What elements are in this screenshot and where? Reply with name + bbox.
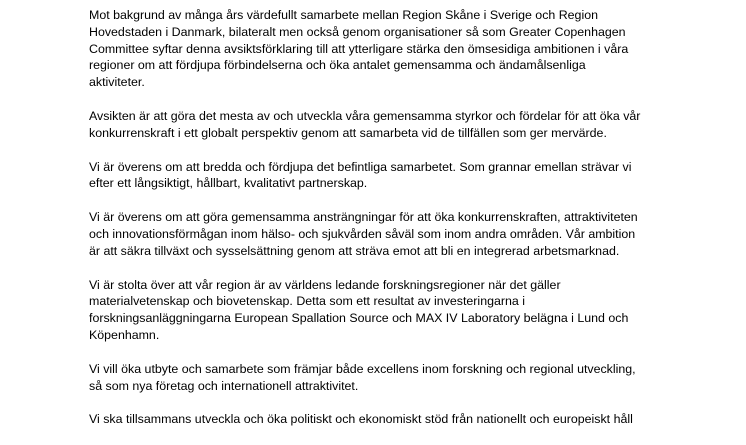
text-line: så som nya företag och internationell attraktivitet.	[89, 378, 359, 393]
text-line: Committee syftar denna avsiktsförklaring till att ytterligare stärka den ömsesidiga ambitionen i våra	[89, 41, 629, 56]
text-line: regioner om att fördjupa förbindelserna och öka antalet gemensamma och ändamålsenliga	[89, 58, 586, 73]
paragraph-support	[89, 411, 689, 428]
text-line: aktiviteter.	[89, 75, 145, 90]
text-line: och innovationsförmågan inom hälso- och sjukvården såväl som inom andra områden. Vår ambition	[89, 226, 636, 241]
text-line: Mot bakgrund av många års värdefullt samarbete mellan Region Skåne i Sverige och Region	[89, 8, 598, 22]
text-line: Köpenhamn.	[89, 327, 160, 342]
paragraph-exchange	[89, 361, 689, 395]
text-line: Hovedstaden i Danmark, bilateralt men också genom organisationer så som Greater Copenhagen	[89, 24, 626, 39]
text-line: Vi är överens om att göra gemensamma ansträngningar för att öka konkurrenskraften, attraktiviteten	[89, 210, 638, 225]
paragraph-competitiveness	[89, 209, 689, 259]
text-line: är att säkra tillväxt och sysselsättning genom att sträva emot att bli en integrerad arbetsmarknad.	[89, 243, 620, 258]
paragraph-background	[89, 7, 689, 91]
paragraph-research	[89, 277, 689, 344]
text-line: Vi vill öka utbyte och samarbete som främjar både excellens inom forskning och regional utveckling,	[89, 361, 636, 376]
text-line: Vi är stolta över att vår region är av världens ledande forskningsregioner när det gäller	[89, 277, 561, 292]
text-line: Vi är överens om att bredda och fördjupa det befintliga samarbetet. Som grannar emellan strävar vi	[89, 159, 632, 174]
text-line: Vi ska tillsammans utveckla och öka politiskt och ekonomiskt stöd från nationellt och europeiskt håll	[89, 412, 633, 427]
text-line: Avsikten är att göra det mesta av och utveckla våra gemensamma styrkor och fördelar för att öka vår	[89, 108, 641, 123]
paragraph-partnership	[89, 159, 689, 193]
text-line: efter ett långsiktigt, hållbart, kvalitativt partnerskap.	[89, 176, 368, 191]
text-line: forskningsanläggningarna European Spallation Source och MAX IV Laboratory belägna i Lund och	[89, 311, 629, 326]
text-line: konkurrenskraft i ett globalt perspektiv genom att samarbeta vid de tillfällen som ger mervärde.	[89, 125, 607, 140]
paragraph-intent	[89, 108, 689, 142]
document-body	[89, 7, 689, 445]
text-line: materialvetenskap och biovetenskap. Detta som ett resultat av investeringarna i	[89, 294, 525, 309]
